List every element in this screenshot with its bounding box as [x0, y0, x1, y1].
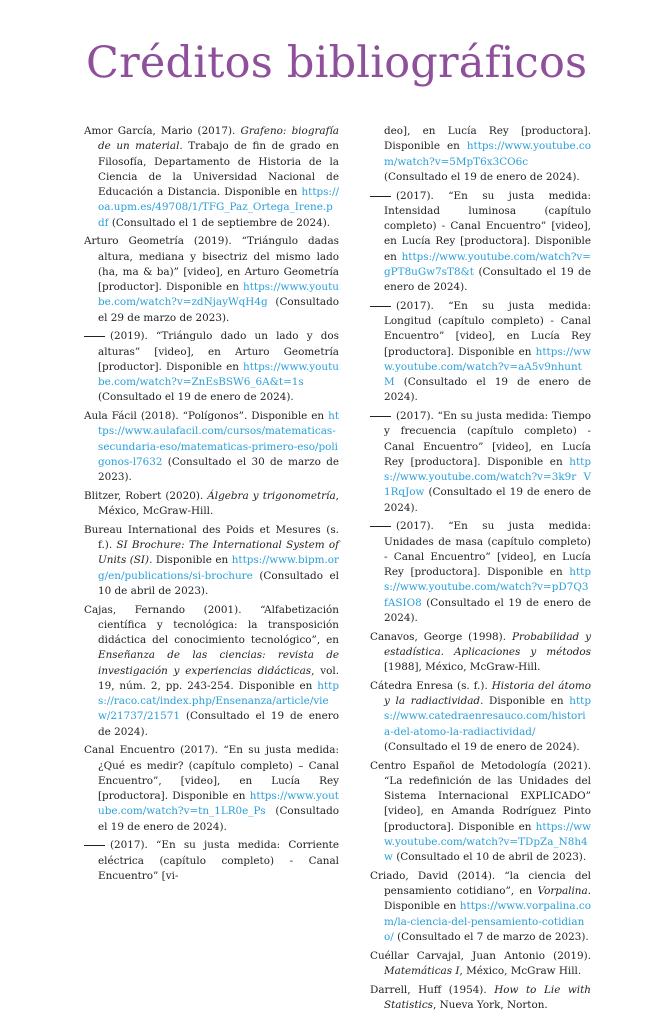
reference-link[interactable]: https://www.youtube.com/watch?v=ZnEsBSW6_6A&t=1s	[98, 360, 339, 388]
reference-entry: Bureau International des Poids et Mesures (s. f.). SI Brochure: The International System of Units (SI). Disponible en https://www.bipm.org/en/publications/si-brochure (Consultado el 10 de abril de 2023).	[84, 523, 339, 597]
reference-link[interactable]: https://www.youtube.com/watch?v=3k9r V1RqJow	[384, 455, 591, 499]
reference-entry: Criado, David (2014). “la ciencia del pensamiento cotidiano”, en Vorpalina. Disponible en https://www.vorpalina.com/la-ciencia-del-pensamiento-cotidiano/ (Consultado el 7 de marzo de 2023).	[370, 869, 591, 943]
reference-entry: (2017). “En su justa medida: Tiempo y frecuencia (capítulo completo) - Canal Encuentro” [video], en Lucía Rey [productora]. Disponible en https://www.youtube.com/watch?v=3k9r V1RqJow (Consultado el 19 de enero de 2024).	[370, 409, 591, 516]
reference-link[interactable]: https://www.youtube.com/watch?v=5MpT6x3CO6c	[384, 140, 591, 168]
reference-entry: Centro Español de Metodología (2021). “La redefinición de las Unidades del Sistema Internacional EXPLICADO” [video], en Amanda Rodríguez Pinto [productora]. Disponible en https://www.youtube.com/watch?v=TDpZa_N8h4w (Consultado el 10 de abril de 2023).	[370, 759, 591, 863]
reference-link[interactable]: https://oa.upm.es/49708/1/TFG_Paz_Ortega_Irene.pdf	[98, 186, 339, 229]
reference-entry: Canavos, George (1998). Probabilidad y estadística. Aplicaciones y métodos [1988], México, McGraw-Hill.	[370, 630, 591, 673]
reference-entry: (2017). “En su justa medida: Unidades de masa (capítulo completo) - Canal Encuentro” [video], en Lucía Rey [productora]. Disponible en https://www.youtube.com/watch?v=pD7Q3fASIO8 (Consultado el 19 de enero de 2024).	[370, 519, 591, 626]
same-author-dash	[370, 306, 391, 307]
reference-link[interactable]: https://raco.cat/index.php/Ensenanza/article/view/21737/21571	[98, 679, 339, 723]
reference-entry: Amor García, Mario (2017). Grafeno: biografía de un material. Trabajo de fin de grado en Filosofía, Departamento de Historia de la Ciencia de la Universidad Nacional de Educación a Distancia. Disponible en https://oa.upm.es/49708/1/TFG_Paz_Ortega_Irene.pdf (Consultado el 1 de septiembre de 2024).	[84, 125, 339, 229]
reference-entry: Cajas, Fernando (2001). “Alfabetización científica y tecnológica: la transposición didáctica del conocimiento tecnológico”, en Enseñanza de las ciencias: revista de investigación y experiencias didácticas, vol. 19, núm. 2, pp. 243-254. Disponible en https://raco.cat/index.php/Ensenanza/article/view/21737/21571 (Consultado el 19 de enero de 2024).	[84, 603, 340, 738]
reference-entry: Blitzer, Robert (2020). Álgebra y trigonometría, México, McGraw-Hill.	[84, 489, 339, 517]
reference-link[interactable]: https://www.youtube.com/watch?v=aA5v9nhuntM	[384, 345, 591, 388]
reference-entry: (2017). “En su justa medida: Longitud (capítulo completo) - Canal Encuentro” [video], en Lucía Rey [productora]. Disponible en https://www.youtube.com/watch?v=aA5v9nhuntM (Consultado el 19 de enero de 2024).	[370, 299, 591, 406]
reference-entry: Cátedra Enresa (s. f.). Historia del átomo y la radiactividad. Disponible en https://www.catedraenresauco.com/historia-del-atomo-la-radiactividad/ (Consultado el 19 de enero de 2024).	[370, 679, 591, 753]
reference-entry: Arturo Geometría (2019). “Triángulo dadas altura, mediana y bisectriz del mismo lado (ha, ma & ba)” [video], en Arturo Geometría [productor]. Disponible en https://www.youtube.com/watch?v=zdNjayWqH4g (Consultado el 29 de marzo de 2023).	[84, 235, 339, 324]
same-author-dash	[370, 526, 391, 527]
reference-link[interactable]: https://www.youtube.com/watch?v=gPT8uGw7sT8&t	[384, 250, 591, 278]
same-author-dash	[370, 196, 391, 197]
same-author-dash	[84, 845, 105, 846]
same-author-dash	[370, 416, 391, 417]
same-author-dash	[84, 336, 105, 337]
reference-link[interactable]: https://www.catedraenresauco.com/historia-del-atomo-la-radiactividad/	[384, 695, 591, 738]
right-column	[370, 124, 591, 1017]
reference-link[interactable]: https://www.bipm.org/en/publications/si-brochure	[98, 554, 339, 582]
reference-entry: Canal Encuentro (2017). “En su justa medida: ¿Qué es medir? (capítulo completo) – Canal Encuentro”, [video], en Lucía Rey [productora]. Disponible en https://www.youtube.com/watch?v=tn_1LR0e_Ps (Consultado el 19 de enero de 2024).	[84, 744, 339, 833]
reference-entry: (2017). “En su justa medida: Corriente eléctrica (capítulo completo) - Canal Encuentro” [vi-	[84, 838, 339, 884]
reference-entry: Darrell, Huff (1954). How to Lie with Statistics, Nueva York, Norton.	[370, 983, 592, 1011]
reference-entry: (2017). “En su justa medida: Intensidad luminosa (capítulo completo) - Canal Encuentro” [video], en Lucía Rey [productora]. Disponible en https://www.youtube.com/watch?v=gPT8uGw7sT8&t (Consultado el 19 de enero de 2024).	[370, 189, 591, 296]
reference-link[interactable]: https://www.youtube.com/watch?v=TDpZa_N8h4w	[384, 820, 591, 863]
left-column	[84, 124, 339, 888]
reference-link[interactable]: https://www.youtube.com/watch?v=tn_1LR0e_Ps	[98, 790, 339, 818]
reference-link[interactable]: https://www.vorpalina.com/la-ciencia-del-pensamiento-cotidiano/	[384, 900, 591, 943]
reference-link[interactable]: https://www.youtube.com/watch?v=zdNjayWqH4g	[98, 281, 339, 309]
reference-entry: deo], en Lucía Rey [productora]. Disponible en https://www.youtube.com/watch?v=5MpT6x3CO6c (Consultado el 19 de enero de 2024).	[384, 125, 591, 183]
reference-link[interactable]: https://www.aulafacil.com/cursos/matematicas-secundaria-eso/matematicas-primero-eso/poligonos-l7632	[98, 410, 339, 468]
reference-entry: Aula Fácil (2018). “Polígonos”. Disponible en https://www.aulafacil.com/cursos/matematicas-secundaria-eso/matematicas-primero-eso/poligonos-l7632 (Consultado el 30 de marzo de 2023).	[84, 410, 339, 483]
reference-link[interactable]: https://www.youtube.com/watch?v=pD7Q3fASIO8	[384, 566, 591, 609]
reference-entry: Cuéllar Carvajal, Juan Antonio (2019). Matemáticas I, México, McGraw Hill.	[370, 949, 591, 977]
page-title: Créditos bibliográficos	[86, 38, 588, 88]
reference-entry: (2019). “Triángulo dado un lado y dos alturas” [video], en Arturo Geometría [productor]. Disponible en https://www.youtube.com/watch?v=ZnEsBSW6_6A&t=1s (Consultado el 19 de enero de 2024).	[84, 329, 339, 405]
